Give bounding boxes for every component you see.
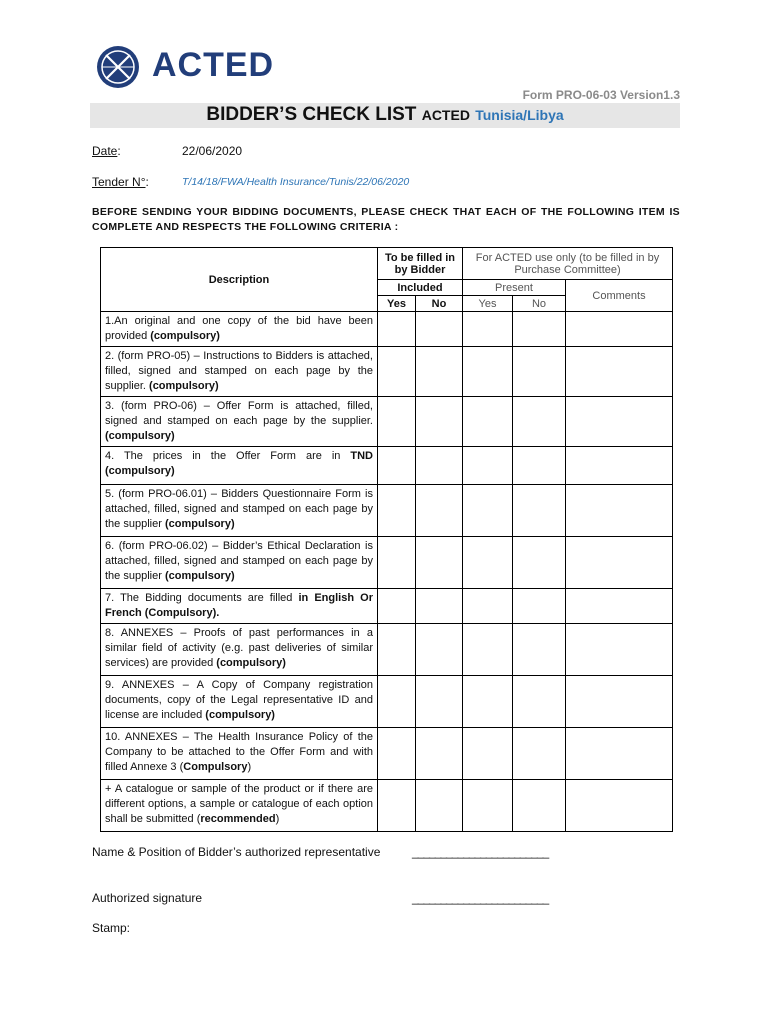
table-row — [101, 676, 673, 728]
acted-yes-cell[interactable] — [463, 624, 513, 676]
tender-label: Tender N°: — [92, 175, 149, 189]
table-row — [101, 485, 673, 537]
row-description: 9. ANNEXES – A Copy of Company registration documents, copy of the Legal representative ID and license are included (compulsory) — [101, 676, 378, 728]
bidder-yes-cell[interactable] — [378, 312, 416, 347]
comments-cell[interactable] — [566, 347, 673, 397]
acted-no-cell[interactable] — [513, 780, 566, 832]
acted-yes-cell[interactable] — [463, 676, 513, 728]
signature-line[interactable]: ________________________ — [412, 891, 549, 905]
acted-yes-cell[interactable] — [463, 312, 513, 347]
table-row — [101, 447, 673, 485]
table-row — [101, 537, 673, 589]
bidder-yes-cell[interactable] — [378, 728, 416, 780]
row-description: 4. The prices in the Offer Form are in TND (compulsory) — [101, 447, 378, 485]
comments-cell[interactable] — [566, 537, 673, 589]
comments-cell[interactable] — [566, 728, 673, 780]
comments-header: Comments — [566, 280, 673, 312]
table-row — [101, 397, 673, 447]
bidder-yes-cell[interactable] — [378, 485, 416, 537]
title-org: ACTED — [421, 107, 470, 123]
date-value: 22/06/2020 — [182, 144, 243, 158]
bidder-yes-cell[interactable] — [378, 537, 416, 589]
acted-no-cell[interactable] — [513, 312, 566, 347]
comments-cell[interactable] — [566, 780, 673, 832]
date-label: Date: — [92, 144, 121, 158]
bidder-no-cell[interactable] — [416, 728, 463, 780]
acted-no-cell[interactable] — [513, 589, 566, 624]
logo-text: ACTED — [152, 46, 275, 84]
row-description: 6. (form PRO-06.02) – Bidder’s Ethical Declaration is attached, filled, signed and stamped on each page by the supplier (compulsory) — [101, 537, 378, 589]
bidder-header: To be filled in by Bidder — [378, 248, 463, 280]
bidder-no-cell[interactable] — [416, 347, 463, 397]
name-position-line[interactable]: ________________________ — [412, 845, 549, 859]
acted-header: For ACTED use only (to be filled in by Purchase Committee) — [463, 248, 673, 280]
title-main: BIDDER’S CHECK LIST — [206, 104, 417, 125]
acted-no-cell[interactable] — [513, 485, 566, 537]
title-country: Tunisia/Libya — [475, 107, 564, 123]
page-title — [90, 104, 680, 126]
name-position-label: Name & Position of Bidder’s authorized representative — [92, 845, 381, 859]
comments-cell[interactable] — [566, 447, 673, 485]
bidder-yes-cell[interactable] — [378, 624, 416, 676]
acted-yes-cell[interactable] — [463, 780, 513, 832]
present-header: Present — [463, 280, 566, 296]
row-description: 8. ANNEXES – Proofs of past performances in a similar field of activity (e.g. past deliveries of similar services) are provided (compulsory) — [101, 624, 378, 676]
bidder-yes-cell[interactable] — [378, 447, 416, 485]
bidder-yes-cell[interactable] — [378, 397, 416, 447]
bidder-yes-cell[interactable] — [378, 347, 416, 397]
bidder-no-cell[interactable] — [416, 397, 463, 447]
table-row — [101, 624, 673, 676]
instructions: BEFORE SENDING YOUR BIDDING DOCUMENTS, PLEASE CHECK THAT EACH OF THE FOLLOWING ITEM IS COMPLETE AND RESPECTS THE FOLLOWING CRITERIA : — [92, 206, 680, 233]
bidder-no-cell[interactable] — [416, 447, 463, 485]
table-row — [101, 312, 673, 347]
stamp-label: Stamp: — [92, 921, 131, 935]
bidder-no-cell[interactable] — [416, 624, 463, 676]
table-row — [101, 347, 673, 397]
acted-no-cell[interactable] — [513, 537, 566, 589]
comments-cell[interactable] — [566, 397, 673, 447]
bidder-no-cell[interactable] — [416, 589, 463, 624]
bidder-no-cell[interactable] — [416, 485, 463, 537]
acted-yes-cell[interactable] — [463, 397, 513, 447]
row-description: 2. (form PRO-05) – Instructions to Bidders is attached, filled, signed and stamped on each page by the supplier. (compulsory) — [101, 347, 378, 397]
comments-cell[interactable] — [566, 312, 673, 347]
bidder-yes-cell[interactable] — [378, 676, 416, 728]
comments-cell[interactable] — [566, 485, 673, 537]
row-description: 1.An original and one copy of the bid have been provided (compulsory) — [101, 312, 378, 347]
acted-yes-cell[interactable] — [463, 589, 513, 624]
tender-value: T/14/18/FWA/Health Insurance/Tunis/22/06/2020 — [182, 176, 410, 188]
table-row — [101, 780, 673, 832]
row-description: 10. ANNEXES – The Health Insurance Policy of the Company to be attached to the Offer Form and with filled Annexe 3 (Compulsory) — [101, 728, 378, 780]
acted-no-header: No — [513, 296, 566, 312]
row-description: 7. The Bidding documents are filled in English Or French (Compulsory). — [101, 589, 378, 624]
acted-no-cell[interactable] — [513, 728, 566, 780]
bidder-yes-cell[interactable] — [378, 589, 416, 624]
acted-yes-cell[interactable] — [463, 485, 513, 537]
acted-no-cell[interactable] — [513, 447, 566, 485]
acted-yes-cell[interactable] — [463, 537, 513, 589]
bidder-no-header: No — [416, 296, 463, 312]
bidder-no-cell[interactable] — [416, 676, 463, 728]
table-row — [101, 728, 673, 780]
acted-no-cell[interactable] — [513, 347, 566, 397]
comments-cell[interactable] — [566, 676, 673, 728]
description-header: Description — [101, 248, 378, 312]
bidder-yes-cell[interactable] — [378, 780, 416, 832]
checklist-table — [100, 247, 673, 832]
acted-yes-cell[interactable] — [463, 447, 513, 485]
row-description: 3. (form PRO-06) – Offer Form is attached, filled, signed and stamped on each page by the supplier. (compulsory) — [101, 397, 378, 447]
acted-yes-cell[interactable] — [463, 728, 513, 780]
row-description: + A catalogue or sample of the product or if there are different options, a sample or catalogue of each option shall be submitted (recommended) — [101, 780, 378, 832]
comments-cell[interactable] — [566, 589, 673, 624]
form-reference: Form PRO-06-03 Version1.3 — [522, 88, 680, 102]
bidder-no-cell[interactable] — [416, 312, 463, 347]
bidder-no-cell[interactable] — [416, 780, 463, 832]
row-description: 5. (form PRO-06.01) – Bidders Questionnaire Form is attached, filled, signed and stamped on each page by the supplier (compulsory) — [101, 485, 378, 537]
checklist-rows — [101, 312, 673, 832]
acted-yes-header: Yes — [463, 296, 513, 312]
acted-no-cell[interactable] — [513, 397, 566, 447]
acted-no-cell[interactable] — [513, 624, 566, 676]
table-row — [101, 589, 673, 624]
included-header: Included — [378, 280, 463, 296]
acted-yes-cell[interactable] — [463, 347, 513, 397]
bidder-no-cell[interactable] — [416, 537, 463, 589]
signature-label: Authorized signature — [92, 891, 203, 905]
acted-no-cell[interactable] — [513, 676, 566, 728]
bidder-yes-header: Yes — [378, 296, 416, 312]
comments-cell[interactable] — [566, 624, 673, 676]
